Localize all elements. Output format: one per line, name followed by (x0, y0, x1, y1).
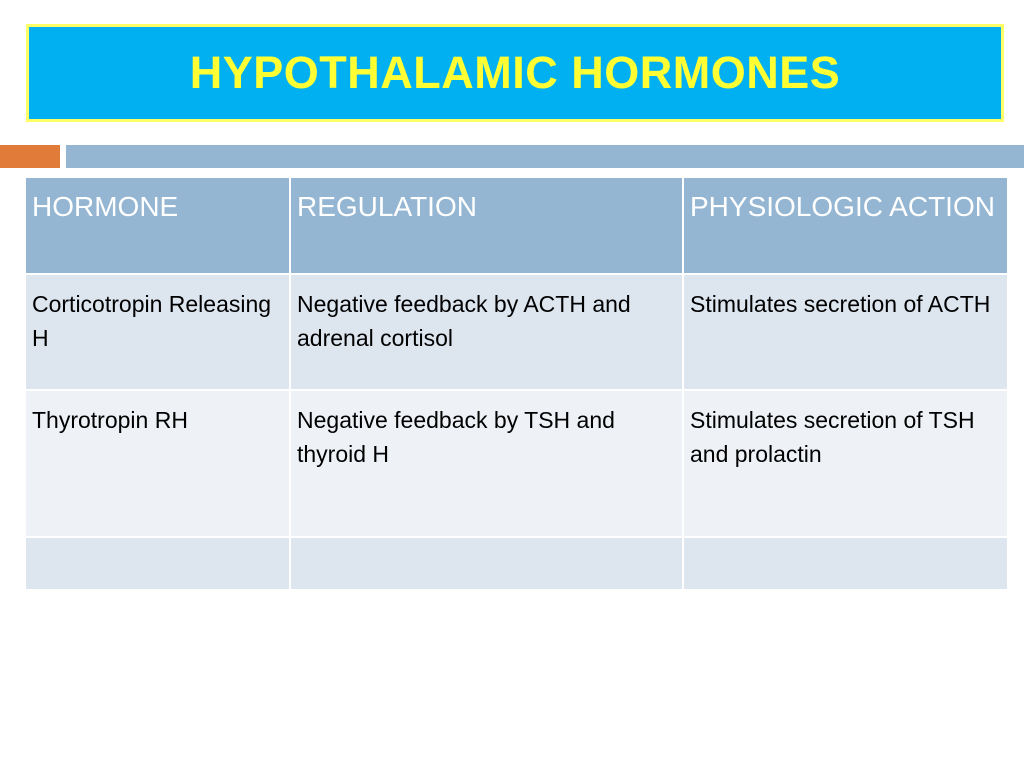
cell-regulation (290, 537, 683, 589)
table-row (26, 537, 1007, 589)
cell-regulation: Negative feedback by TSH and thyroid H (290, 390, 683, 537)
table-row (26, 274, 1007, 390)
header-regulation: REGULATION (290, 178, 683, 274)
cell-action: Stimulates secretion of ACTH (683, 274, 1007, 390)
slide-title: HYPOTHALAMIC HORMONES (189, 47, 841, 98)
header-physiologic-action: PHYSIOLOGIC ACTION (683, 178, 1007, 274)
table-header-row (26, 178, 1007, 274)
table-row (26, 390, 1007, 537)
accent-bar-orange (0, 145, 60, 168)
cell-hormone: Corticotropin Releasing H (26, 274, 290, 390)
cell-hormone (26, 537, 290, 589)
title-banner (26, 24, 1004, 122)
header-hormone: HORMONE (26, 178, 290, 274)
cell-regulation: Negative feedback by ACTH and adrenal cortisol (290, 274, 683, 390)
cell-hormone: Thyrotropin RH (26, 390, 290, 537)
cell-action (683, 537, 1007, 589)
accent-bar-blue (66, 145, 1024, 168)
cell-action: Stimulates secretion of TSH and prolactin (683, 390, 1007, 537)
hormone-table (26, 178, 1007, 589)
